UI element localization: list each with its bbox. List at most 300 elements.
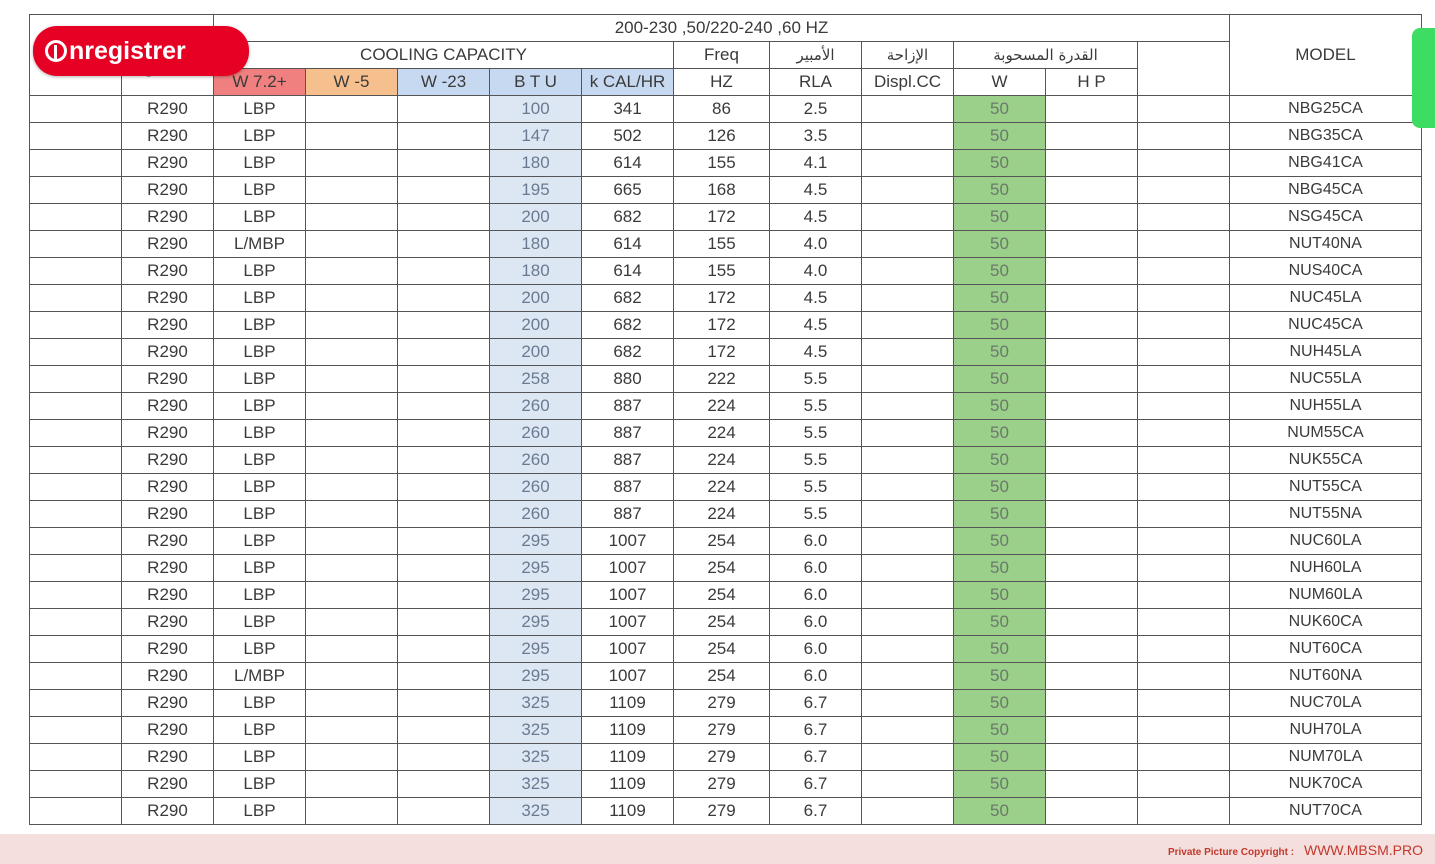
row-index-cell (30, 150, 122, 177)
kcal-cell: 86 (674, 96, 770, 123)
table-row (30, 339, 1422, 366)
application-cell: LBP (214, 636, 306, 663)
gas-cell: R290 (122, 474, 214, 501)
displ-cell: 50 (954, 339, 1046, 366)
displ-cell: 50 (954, 501, 1046, 528)
hp-cell (1138, 150, 1230, 177)
w-plus-7-2-cell (306, 447, 398, 474)
watt-cell (1046, 582, 1138, 609)
w-minus-5-cell (398, 177, 490, 204)
application-cell: LBP (214, 420, 306, 447)
hz-cell: 6.7 (770, 717, 862, 744)
rla-cell (862, 771, 954, 798)
gas-cell: R290 (122, 204, 214, 231)
application-cell: LBP (214, 690, 306, 717)
cooling-capacity-header: COOLING CAPACITY (214, 42, 674, 69)
watt-cell (1046, 366, 1138, 393)
hz-cell: 4.5 (770, 204, 862, 231)
displ-cell: 50 (954, 582, 1046, 609)
table-row (30, 636, 1422, 663)
w-plus-7-2-cell (306, 528, 398, 555)
table-row (30, 528, 1422, 555)
application-cell: LBP (214, 582, 306, 609)
table-row (30, 582, 1422, 609)
model-cell: NUM70LA (1230, 744, 1422, 771)
w-minus-23-cell: 295 (490, 555, 582, 582)
btu-cell: 1109 (582, 798, 674, 825)
w-minus-23-cell: 260 (490, 447, 582, 474)
w-plus-7-2-cell (306, 717, 398, 744)
rla-cell (862, 501, 954, 528)
row-index-cell (30, 501, 122, 528)
kcal-cell: 224 (674, 501, 770, 528)
w-plus-7-2-cell (306, 150, 398, 177)
rla-cell (862, 663, 954, 690)
gas-cell: R290 (122, 96, 214, 123)
hz-cell: 6.7 (770, 771, 862, 798)
w-minus-5-cell (398, 555, 490, 582)
watt-cell (1046, 555, 1138, 582)
model-cell: NBG45CA (1230, 177, 1422, 204)
kcal-cell: 172 (674, 312, 770, 339)
hp-cell (1138, 744, 1230, 771)
rla-cell (862, 285, 954, 312)
application-cell: L/MBP (214, 231, 306, 258)
btu-cell: 682 (582, 312, 674, 339)
displ-cell: 50 (954, 150, 1046, 177)
model-cell: NUC45LA (1230, 285, 1422, 312)
w-minus-5-cell (398, 96, 490, 123)
w-minus-5-cell (398, 501, 490, 528)
row-index-cell (30, 312, 122, 339)
rla-cell (862, 366, 954, 393)
displ-cell: 50 (954, 177, 1046, 204)
power-header: القدرة المسحوبة (954, 42, 1138, 69)
w-minus-5-cell (398, 339, 490, 366)
site-url: WWW.MBSM.PRO (1304, 842, 1423, 858)
model-cell: NUM55CA (1230, 420, 1422, 447)
gas-cell: R290 (122, 501, 214, 528)
displ-cell: 50 (954, 96, 1046, 123)
displ-cell: 50 (954, 447, 1046, 474)
table-row (30, 501, 1422, 528)
watt-cell (1046, 231, 1138, 258)
w-minus-23-cell: 200 (490, 204, 582, 231)
row-index-cell (30, 690, 122, 717)
w-plus-7-2-cell (306, 798, 398, 825)
row-index-cell (30, 798, 122, 825)
watt-cell (1046, 393, 1138, 420)
btu-cell: 1007 (582, 636, 674, 663)
w-plus-7-2-cell (306, 123, 398, 150)
table-row (30, 420, 1422, 447)
watt-cell (1046, 798, 1138, 825)
hp-cell (1138, 582, 1230, 609)
watt-cell (1046, 663, 1138, 690)
row-index-cell (30, 744, 122, 771)
w-minus-5-cell (398, 771, 490, 798)
gas-cell: R290 (122, 663, 214, 690)
rla-cell (862, 636, 954, 663)
gas-cell: R290 (122, 447, 214, 474)
btu-cell: 614 (582, 150, 674, 177)
btu-cell: 614 (582, 258, 674, 285)
watt-cell (1046, 474, 1138, 501)
model-cell: NUC45CA (1230, 312, 1422, 339)
gas-cell: R290 (122, 150, 214, 177)
watt-cell (1046, 177, 1138, 204)
displ-cell: 50 (954, 258, 1046, 285)
hz-cell: 6.0 (770, 528, 862, 555)
displacement-header: الإزاحة (862, 42, 954, 69)
application-cell: LBP (214, 204, 306, 231)
table-row (30, 690, 1422, 717)
btu-cell: 682 (582, 204, 674, 231)
hp-cell (1138, 636, 1230, 663)
w-minus-23-cell: 325 (490, 798, 582, 825)
w-minus-5-header: W -5 (306, 69, 398, 96)
application-cell: LBP (214, 717, 306, 744)
btu-cell: 1109 (582, 744, 674, 771)
btu-cell: 887 (582, 474, 674, 501)
rla-cell (862, 528, 954, 555)
rla-cell (862, 123, 954, 150)
row-index-cell (30, 663, 122, 690)
hz-header: HZ (674, 69, 770, 96)
rla-cell (862, 609, 954, 636)
hp-cell (1138, 366, 1230, 393)
w-minus-23-cell: 260 (490, 393, 582, 420)
row-index-cell (30, 258, 122, 285)
w-plus-7-2-cell (306, 690, 398, 717)
table-row (30, 231, 1422, 258)
w-minus-23-header: W -23 (398, 69, 490, 96)
watt-cell (1046, 744, 1138, 771)
kcal-cell: 155 (674, 231, 770, 258)
hz-cell: 6.0 (770, 636, 862, 663)
table-row (30, 798, 1422, 825)
rla-cell (862, 798, 954, 825)
w-minus-5-cell (398, 474, 490, 501)
w-plus-7-2-cell (306, 312, 398, 339)
w-minus-23-cell: 200 (490, 312, 582, 339)
row-index-cell (30, 582, 122, 609)
kcal-cell: 224 (674, 447, 770, 474)
hp-cell (1138, 609, 1230, 636)
model-cell: NUC70LA (1230, 690, 1422, 717)
rla-cell (862, 420, 954, 447)
table-row (30, 204, 1422, 231)
model-cell: NUK70CA (1230, 771, 1422, 798)
displ-cell: 50 (954, 636, 1046, 663)
w-minus-23-cell: 260 (490, 420, 582, 447)
w-minus-5-cell (398, 231, 490, 258)
row-index-cell (30, 717, 122, 744)
btu-cell: 1007 (582, 582, 674, 609)
gas-cell: R290 (122, 636, 214, 663)
w-minus-23-cell: 325 (490, 771, 582, 798)
rla-cell (862, 258, 954, 285)
w-minus-5-cell (398, 366, 490, 393)
hp-cell (1138, 231, 1230, 258)
hp-cell (1138, 96, 1230, 123)
ampere-header: الأمبير (770, 42, 862, 69)
rla-cell (862, 717, 954, 744)
watt-cell (1046, 96, 1138, 123)
application-cell: LBP (214, 447, 306, 474)
copyright-label: Private Picture Copyright : (1167, 847, 1295, 858)
hp-header: H P (1046, 69, 1138, 96)
application-cell: LBP (214, 312, 306, 339)
hz-cell: 6.0 (770, 555, 862, 582)
hp-cell (1138, 420, 1230, 447)
w-minus-23-cell: 200 (490, 285, 582, 312)
hz-cell: 5.5 (770, 447, 862, 474)
watt-cell (1046, 528, 1138, 555)
w-minus-5-cell (398, 150, 490, 177)
rla-cell (862, 150, 954, 177)
w-minus-23-cell: 180 (490, 231, 582, 258)
pinterest-save-button[interactable] (33, 26, 249, 76)
w-minus-23-cell: 260 (490, 501, 582, 528)
btu-header: B T U (490, 69, 582, 96)
btu-cell: 1109 (582, 771, 674, 798)
gas-cell: R290 (122, 366, 214, 393)
application-cell: LBP (214, 393, 306, 420)
btu-cell: 880 (582, 366, 674, 393)
application-cell: LBP (214, 528, 306, 555)
w-minus-5-cell (398, 582, 490, 609)
gas-cell: R290 (122, 528, 214, 555)
gas-cell: R290 (122, 258, 214, 285)
kcal-cell: 279 (674, 798, 770, 825)
model-cell: NUH70LA (1230, 717, 1422, 744)
hp-cell (1138, 690, 1230, 717)
hp-cell (1138, 474, 1230, 501)
hz-cell: 4.0 (770, 231, 862, 258)
model-cell: NUT55CA (1230, 474, 1422, 501)
w-plus-7-2-cell (306, 501, 398, 528)
hz-cell: 5.5 (770, 366, 862, 393)
row-index-cell (30, 420, 122, 447)
btu-cell: 682 (582, 339, 674, 366)
hp-cell (1138, 501, 1230, 528)
table-row (30, 393, 1422, 420)
model-cell: NUS40CA (1230, 258, 1422, 285)
application-cell: LBP (214, 177, 306, 204)
rla-cell (862, 555, 954, 582)
kcal-cell: 224 (674, 420, 770, 447)
btu-cell: 887 (582, 420, 674, 447)
hp-cell (1138, 204, 1230, 231)
model-cell: NUH60LA (1230, 555, 1422, 582)
watt-cell (1046, 123, 1138, 150)
watt-cell (1046, 312, 1138, 339)
side-share-tab[interactable] (1412, 28, 1435, 128)
w-plus-7-2-cell (306, 393, 398, 420)
watt-cell (1046, 717, 1138, 744)
application-cell: LBP (214, 474, 306, 501)
hp-cell (1138, 798, 1230, 825)
displ-cell: 50 (954, 420, 1046, 447)
gas-cell: R290 (122, 555, 214, 582)
table-row (30, 744, 1422, 771)
btu-cell: 1109 (582, 690, 674, 717)
kcal-cell: 172 (674, 285, 770, 312)
model-cell: NUT40NA (1230, 231, 1422, 258)
w-minus-5-cell (398, 447, 490, 474)
watt-cell (1046, 771, 1138, 798)
kcal-cell: 224 (674, 393, 770, 420)
kcal-cell: 279 (674, 771, 770, 798)
save-button-label: nregistrer (69, 36, 186, 65)
w-minus-23-cell: 325 (490, 744, 582, 771)
rla-cell (862, 447, 954, 474)
gas-cell: R290 (122, 771, 214, 798)
watt-cell (1046, 150, 1138, 177)
application-cell: LBP (214, 555, 306, 582)
hz-cell: 4.5 (770, 312, 862, 339)
w-minus-23-cell: 195 (490, 177, 582, 204)
btu-cell: 502 (582, 123, 674, 150)
hz-cell: 4.5 (770, 177, 862, 204)
model-cell: NSG45CA (1230, 204, 1422, 231)
model-cell: NBG35CA (1230, 123, 1422, 150)
row-index-cell (30, 528, 122, 555)
hz-cell: 5.5 (770, 420, 862, 447)
application-cell: LBP (214, 150, 306, 177)
kcal-cell: 254 (674, 609, 770, 636)
w-minus-23-cell: 325 (490, 717, 582, 744)
hp-cell (1138, 285, 1230, 312)
hz-cell: 6.7 (770, 690, 862, 717)
hz-cell: 4.5 (770, 339, 862, 366)
w-plus-7-2-cell (306, 96, 398, 123)
displ-cell: 50 (954, 555, 1046, 582)
model-header: MODEL (1230, 15, 1422, 96)
table-row (30, 366, 1422, 393)
kcal-cell: 279 (674, 744, 770, 771)
copyright-notice (1168, 842, 1423, 858)
gas-cell: R290 (122, 393, 214, 420)
application-cell: LBP (214, 366, 306, 393)
displ-cell: 50 (954, 366, 1046, 393)
kcal-cell: 155 (674, 258, 770, 285)
displ-cell: 50 (954, 528, 1046, 555)
w-minus-5-cell (398, 798, 490, 825)
w-plus-7-2-cell (306, 366, 398, 393)
kcal-cell: 168 (674, 177, 770, 204)
row-index-cell (30, 474, 122, 501)
w-minus-5-cell (398, 420, 490, 447)
watt-cell (1046, 690, 1138, 717)
w-plus-7-2-cell (306, 177, 398, 204)
hp-cell (1138, 663, 1230, 690)
rla-cell (862, 96, 954, 123)
btu-cell: 1007 (582, 609, 674, 636)
kcal-header: k CAL/HR (582, 69, 674, 96)
w-minus-5-cell (398, 258, 490, 285)
watt-cell (1046, 420, 1138, 447)
w-minus-23-cell: 295 (490, 528, 582, 555)
displ-cell: 50 (954, 474, 1046, 501)
w-minus-23-cell: 258 (490, 366, 582, 393)
row-index-cell (30, 123, 122, 150)
watt-cell (1046, 339, 1138, 366)
w-minus-23-cell: 260 (490, 474, 582, 501)
gas-cell: R290 (122, 231, 214, 258)
w-minus-5-cell (398, 204, 490, 231)
w-minus-23-cell: 295 (490, 663, 582, 690)
w-minus-5-cell (398, 528, 490, 555)
hz-cell: 5.5 (770, 501, 862, 528)
rla-cell (862, 204, 954, 231)
rla-cell (862, 312, 954, 339)
hp-cell (1138, 258, 1230, 285)
rla-cell (862, 690, 954, 717)
kcal-cell: 279 (674, 717, 770, 744)
row-index-cell (30, 555, 122, 582)
kcal-cell: 224 (674, 474, 770, 501)
hz-cell: 6.0 (770, 582, 862, 609)
w-plus-7-2-cell (306, 231, 398, 258)
kcal-cell: 172 (674, 204, 770, 231)
rla-cell (862, 582, 954, 609)
application-cell: LBP (214, 771, 306, 798)
application-cell: LBP (214, 258, 306, 285)
kcal-cell: 254 (674, 528, 770, 555)
row-index-cell (30, 771, 122, 798)
pinterest-icon (45, 40, 67, 62)
hz-cell: 4.1 (770, 150, 862, 177)
w-plus-7-2-cell (306, 204, 398, 231)
application-cell: LBP (214, 285, 306, 312)
table-row (30, 474, 1422, 501)
displ-cell: 50 (954, 744, 1046, 771)
application-cell: LBP (214, 609, 306, 636)
model-cell: NBG41CA (1230, 150, 1422, 177)
application-cell: LBP (214, 798, 306, 825)
displ-cell: 50 (954, 663, 1046, 690)
hp-cell (1138, 393, 1230, 420)
hz-cell: 3.5 (770, 123, 862, 150)
hp-cell (1138, 555, 1230, 582)
hz-cell: 6.7 (770, 798, 862, 825)
row-index-cell (30, 96, 122, 123)
w-plus-7-2-cell (306, 663, 398, 690)
model-cell: NUT60NA (1230, 663, 1422, 690)
row-index-cell (30, 339, 122, 366)
model-cell: NUC60LA (1230, 528, 1422, 555)
displ-cc-header: Displ.CC (862, 69, 954, 96)
model-cell: NBG25CA (1230, 96, 1422, 123)
gas-cell: R290 (122, 690, 214, 717)
btu-cell: 1007 (582, 663, 674, 690)
w-minus-5-cell (398, 744, 490, 771)
rla-header: RLA (770, 69, 862, 96)
w-minus-5-cell (398, 609, 490, 636)
hz-cell: 4.5 (770, 285, 862, 312)
table-row (30, 771, 1422, 798)
hp-cell (1138, 123, 1230, 150)
rla-cell (862, 177, 954, 204)
hz-cell: 6.0 (770, 663, 862, 690)
btu-cell: 682 (582, 285, 674, 312)
w-minus-5-cell (398, 636, 490, 663)
application-cell: L/MBP (214, 663, 306, 690)
hp-cell (1138, 312, 1230, 339)
hz-cell: 6.0 (770, 609, 862, 636)
